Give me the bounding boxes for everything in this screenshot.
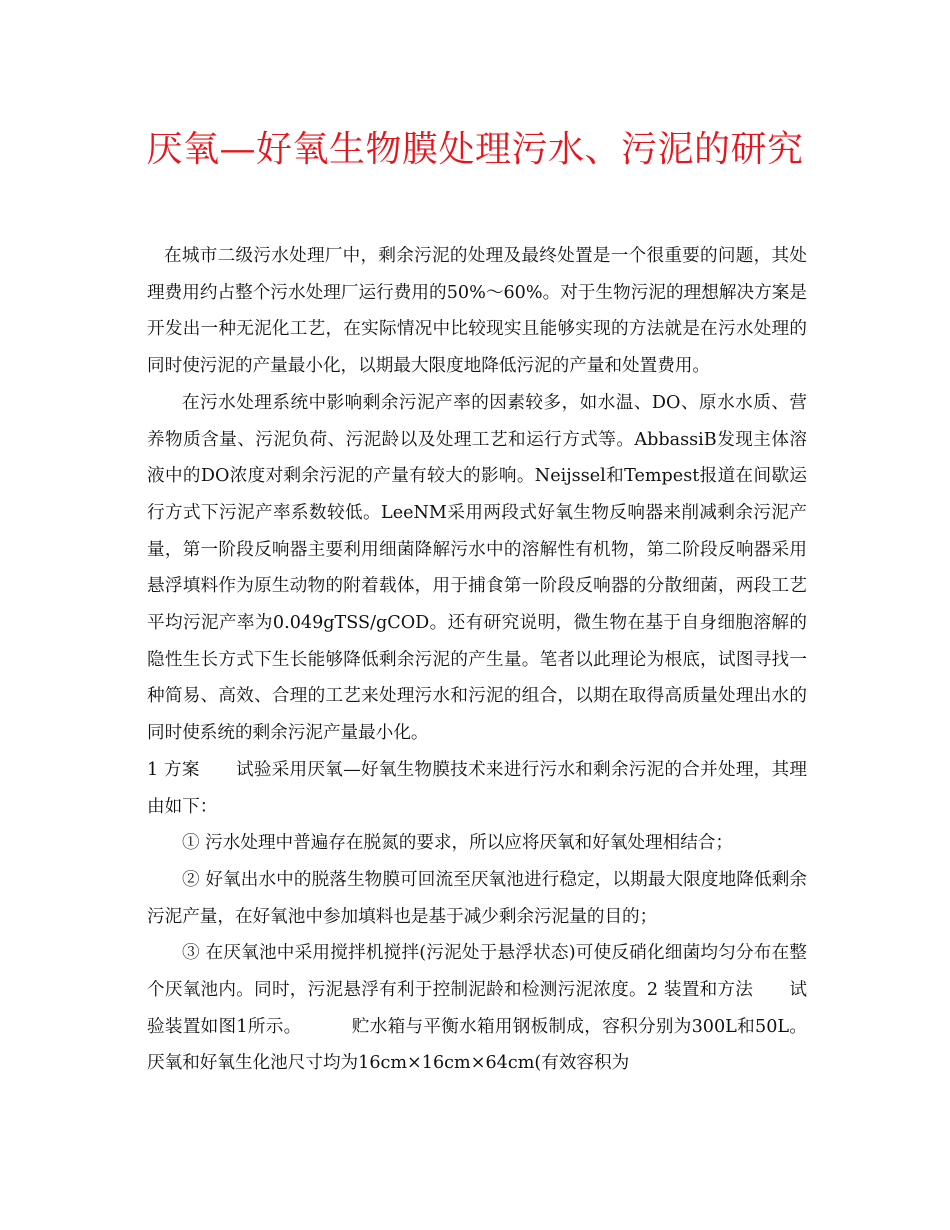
list-item-1: ① 污水处理中普遍存在脱氮的要求，所以应将厌氧和好氧处理相结合； [182, 833, 734, 854]
section-apparatus-text-2: 贮水箱与平衡水箱用钢板制成，容积分别为300L和50L。厌氧和好氧生化池尺寸均为16cm×16cm×64cm(有效容积为 [147, 1016, 807, 1074]
paragraph-factors: 在污水处理系统中影响剩余污泥产率的因素较多，如水温、DO、原水水质、营养物质含量、污泥负荷、污泥龄以及处理工艺和运行方式等。AbbassiB发现主体溶液中的DO浓度对剩余污泥的产量有较大的影响。Neijssel和Tempest报道在间歇运行方式下污泥产率系数较低。LeeNM采用两段式好氧生物反响器来削减剩余污泥产量，第一阶段反响器主要利用细菌降解污水中的溶解性有机物，第二阶段反响器采用悬浮填料作为原生动物的附着载体，用于捕食第一阶段反响器的分散细菌，两段工艺平均污泥产率为0.049gTSS/gCOD。还有研究说明，微生物在基于自身细胞溶解的隐性生长方式下生长能够降低剩余污泥的产生量。笔者以此理论为根底，试图寻找一种简易、高效、合理的工艺来处理污水和污泥的组合，以期在取得高质量处理出水的同时使系统的剩余污泥产量最小化。 [147, 392, 807, 744]
list-item-3 [147, 935, 807, 1082]
section-apparatus-text-1: 试验装置如图1所示。 [147, 980, 807, 1037]
section-scheme [147, 752, 807, 825]
list-item-3-text: ③ 在厌氧池中采用搅拌机搅拌(污泥处于悬浮状态)可使反硝化细菌均匀分布在整个厌氧池内。同时，污泥悬浮有利于控制泥龄和检测污泥浓度。2 装置和方法 [147, 943, 807, 1001]
section-heading-scheme: 1 方案 [147, 759, 200, 780]
document-body [147, 238, 807, 1082]
section-scheme-text: 试验采用厌氧—好氧生物膜技术来进行污水和剩余污泥的合并处理，其理由如下： [147, 759, 807, 817]
paragraph-intro: 在城市二级污水处理厂中，剩余污泥的处理及最终处置是一个很重要的问题，其处理费用约占整个污水处理厂运行费用的50%～60%。对于生物污泥的理想解决方案是开发出一种无泥化工艺，在实际情况中比较现实且能够实现的方法就是在污水处理的同时使污泥的产量最小化，以期最大限度地降低污泥的产量和处置费用。 [147, 246, 807, 377]
list-item-2: ② 好氧出水中的脱落生物膜可回流至厌氧池进行稳定，以期最大限度地降低剩余污泥产量，在好氧池中参加填料也是基于减少剩余污泥量的目的； [147, 869, 807, 927]
document-title: 厌氧—好氧生物膜处理污水、污泥的研究 [146, 129, 804, 170]
